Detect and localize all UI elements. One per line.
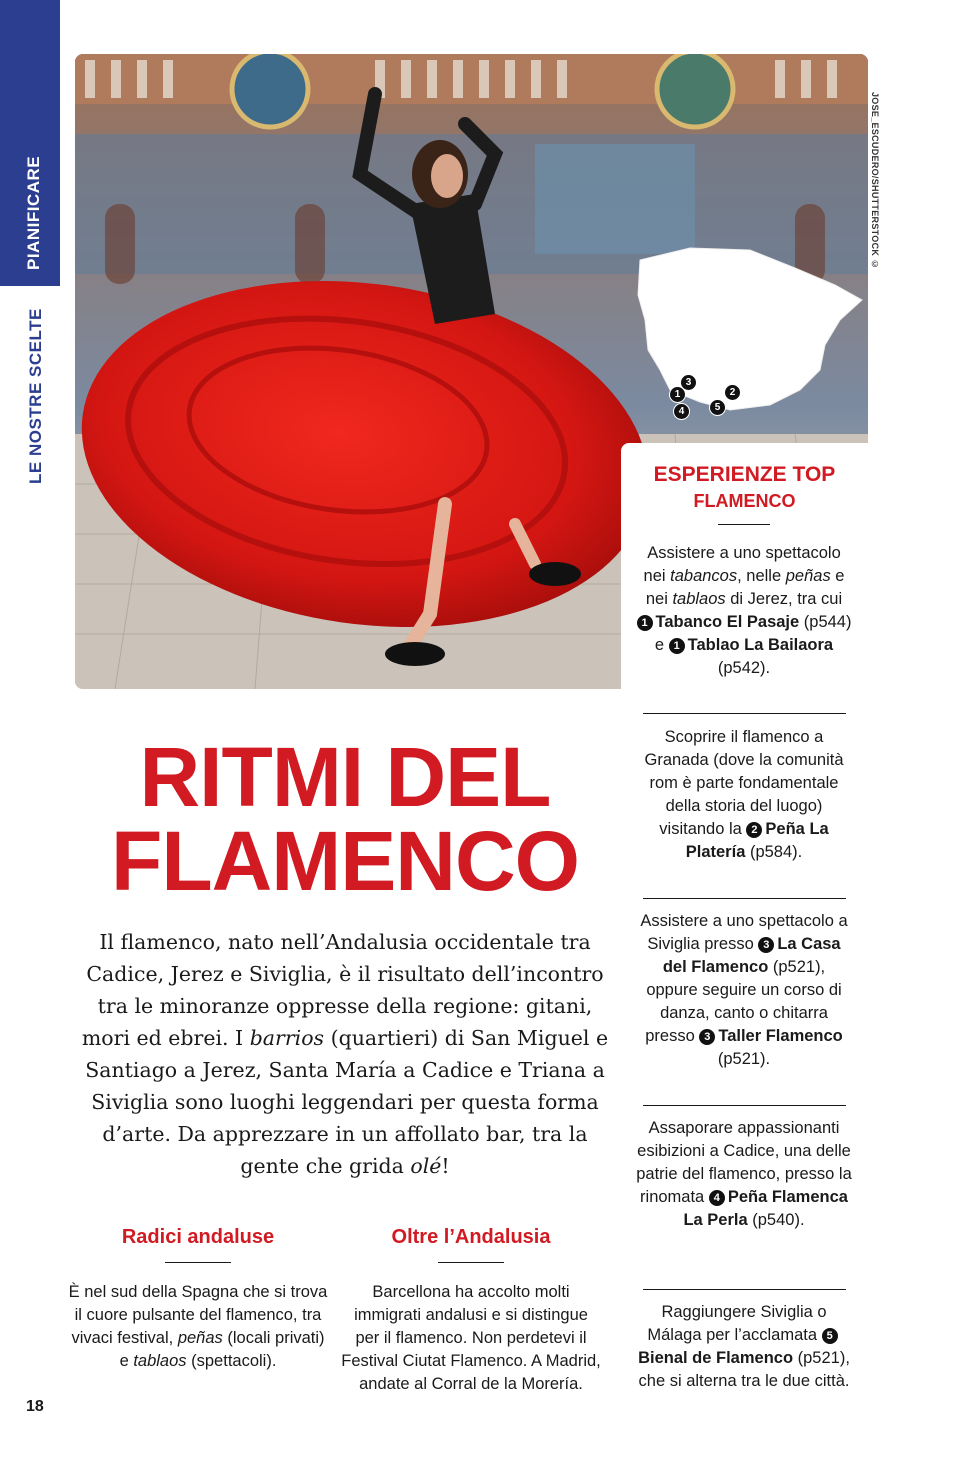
sidebar-divider — [643, 1105, 846, 1106]
section-tab-label: PIANIFICARE — [24, 155, 43, 270]
map-pin-1: 1 — [669, 386, 686, 403]
column-title-oltre: Oltre l’Andalusia — [391, 1226, 551, 1248]
sidebar-item-granada: Scoprire il flamenco a Granada (dove la comunità rom è parte fondamentale della storia del luogo) visitando la 2 Peña La Platería (p584). — [644, 728, 844, 861]
spain-map — [630, 240, 870, 430]
column-text-radici: È nel sud della Spagna che si trova il cuore pulsante del flamenco, tra vivaci festival, peñas (locali privati) e tablaos (spettacoli). — [68, 1283, 328, 1370]
photo-credit: JOSE_ESCUDERO/SHUTTERSTOCK © — [870, 92, 880, 270]
sidebar-item-cadice: Assaporare appassionanti esibizioni a Cadice, una delle patrie del flamenco, presso la rinomata 4 Peña Flamenca La Perla (p540). — [636, 1119, 852, 1229]
sidebar-title-rule — [718, 524, 770, 525]
sidebar-subtitle: FLAMENCO — [693, 491, 796, 511]
column-text-oltre: Barcellona ha accolto molti immigrati andalusi e si distingue per il flamenco. Non perdetevi il Festival Ciutat Flamenco. A Madrid, andate al Corral de la Morería. — [341, 1283, 601, 1393]
map-pin-5: 5 — [709, 399, 726, 416]
map-pin-4: 4 — [673, 403, 690, 420]
number-marker: 4 — [709, 1190, 725, 1206]
page-title: RITMI DEL FLAMENCO — [111, 730, 579, 908]
number-marker: 3 — [699, 1029, 715, 1045]
number-marker: 1 — [637, 615, 653, 631]
subsection-label: LE NOSTRE SCELTE — [26, 308, 45, 484]
map-pin-2: 2 — [724, 384, 741, 401]
sidebar-item-siviglia: Assistere a uno spettacolo a Siviglia presso 3 La Casa del Flamenco (p521), oppure seguire un corso di danza, canto o chitarra presso 3 Taller Flamenco (p521). — [640, 912, 848, 1068]
intro-paragraph: Il flamenco, nato nell’Andalusia occidentale tra Cadice, Jerez e Siviglia, è il risultato dell’incontro tra le minoranze oppresse della regione: gitani, mori ed ebrei. I barrios (quartieri) di San Miguel e Santiago a Jerez, Santa María a Cadice e Triana a Siviglia sono luoghi leggendari per questa forma d’arte. Da apprezzare in un affollato bar, tra la gente che grida olé! — [81, 930, 609, 1178]
map-pin-3: 3 — [680, 374, 697, 391]
sidebar-divider — [643, 898, 846, 899]
sidebar-item-jerez: Assistere a uno spettacolo nei tabancos, nelle peñas e nei tablaos di Jerez, tra cui 1 Tabanco El Pasaje (p544) e 1 Tablao La Bailaora (p542). — [635, 542, 853, 680]
sidebar-divider — [643, 713, 846, 714]
number-marker: 1 — [669, 638, 685, 654]
sidebar-item-bienal: Raggiungere Siviglia o Málaga per l’acclamata 5Bienal de Flamenco (p521), che si alterna tra le due città. — [638, 1303, 850, 1390]
number-marker: 2 — [746, 822, 762, 838]
column-rule — [438, 1262, 504, 1263]
sidebar-divider — [643, 1289, 846, 1290]
page-number: 18 — [26, 1398, 44, 1415]
number-marker: 3 — [758, 937, 774, 953]
number-marker: 5 — [822, 1328, 838, 1344]
sidebar-title: ESPERIENZE TOP — [653, 463, 836, 486]
column-rule — [165, 1262, 231, 1263]
column-title-radici: Radici andaluse — [121, 1226, 275, 1248]
top-experiences-sidebar — [621, 443, 868, 1474]
